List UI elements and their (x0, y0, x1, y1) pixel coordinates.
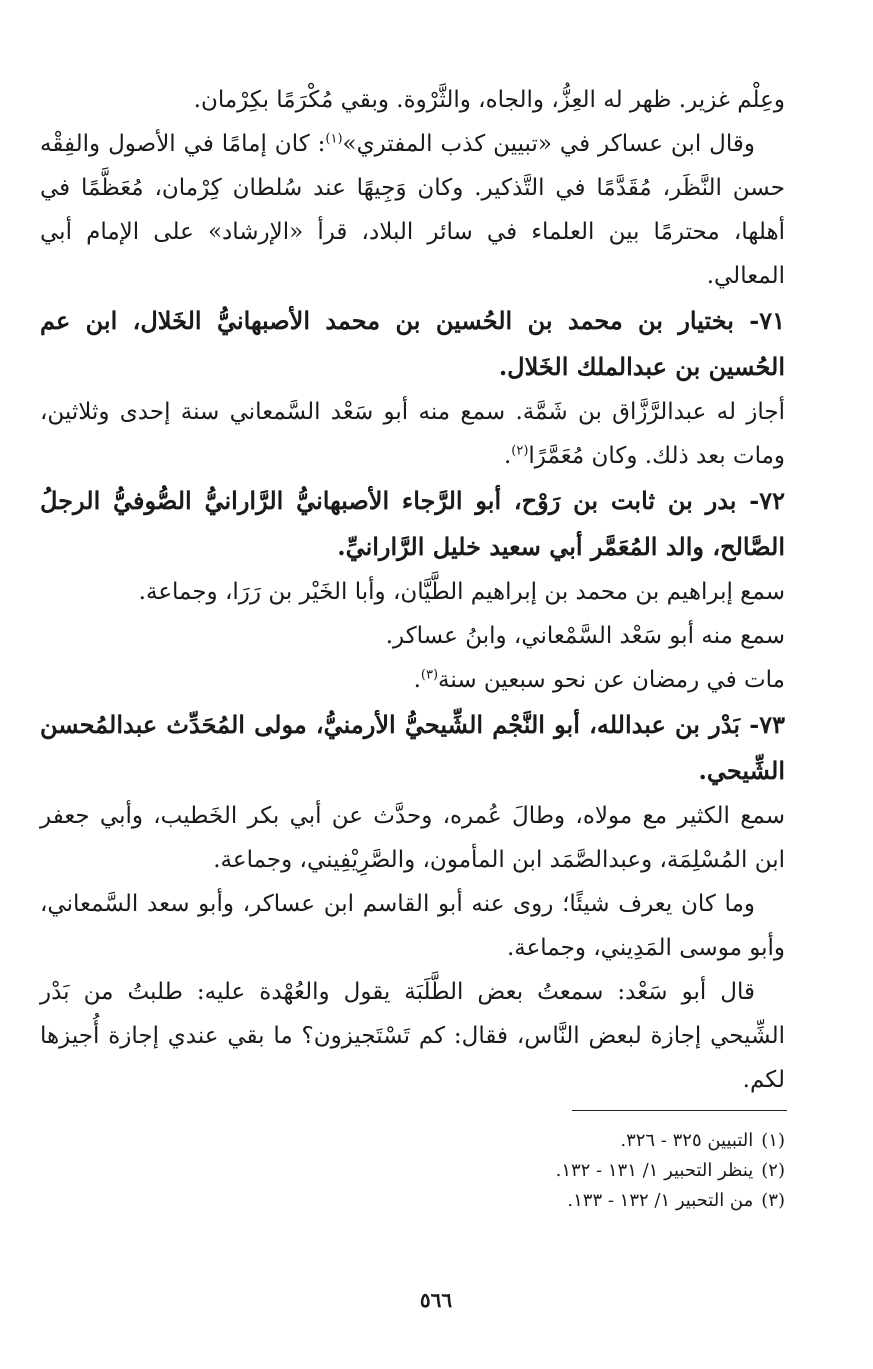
footnote-text: من التحبير ١/ ١٣٢ - ١٣٣. (567, 1190, 754, 1211)
paragraph: وما كان يعرف شيئًا؛ روى عنه أبو القاسم ابن عساكر، وأبو سعد السَّمعاني، وأبو موسى المَدِيني، وجماعة. (40, 891, 785, 961)
paragraph-text: : كان إمامًا في الأصول والفِقْه حسن النَّظَر، مُقَدَّمًا في التَّذكير. وكان وَجِيهًا عند سُلطان كِرْمان، مُعَظَّمًا في أهلها، محترمًا بين العلماء في سائر البلاد، قرأ «الإرشاد» على الإمام أبي المعالي. (40, 131, 785, 289)
footnote-ref[interactable]: (٣) (420, 667, 439, 683)
footnote-number: (١) (761, 1130, 785, 1151)
footnote (420, 1126, 785, 1156)
footnote-number: (٣) (761, 1190, 785, 1211)
footnote-text: ينظر التحبير ١/ ١٣١ - ١٣٢. (555, 1160, 754, 1181)
footnote-ref[interactable]: (١) (325, 131, 343, 147)
entry-heading: ٧٣- بَدْر بن عبدالله، أبو النَّجْم الشِّيحيُّ الأرمنيُّ، مولى المُحَدِّث عبدالمُحسن الشِّيحي. (40, 710, 785, 785)
footnotes (420, 1126, 785, 1216)
paragraph (40, 390, 785, 478)
paragraph-text: . (413, 667, 421, 693)
paragraph: وعِلْم غزير. ظهر له العِزُّ، والجاه، والثَّرْوة. وبقي مُكْرَمًا بكِرْمان. (193, 87, 785, 113)
footnote-divider (572, 1110, 787, 1111)
paragraph: سمع الكثير مع مولاه، وطالَ عُمره، وحدَّث عن أبي بكر الخَطيب، وأبي جعفر ابن المُسْلِمَة، وعبدالصَّمَد ابن المأمون، والصَّرِيْفِيني، وجماعة. (40, 803, 785, 873)
paragraph (40, 658, 785, 702)
paragraph-text: وقال ابن عساكر في «تبيين كذب المفتري» (342, 131, 755, 157)
paragraph-text: مات في رمضان عن نحو سبعين سنة (438, 667, 785, 693)
page-number: ٥٦٦ (419, 1288, 453, 1312)
footnote (420, 1156, 785, 1186)
paragraph (40, 122, 785, 298)
paragraph: قال أبو سَعْد: سمعتُ بعض الطَّلَبَة يقول والعُهْدة عليه: طلبتُ من بَدْر الشِّيحي إجازة لبعض النَّاس، فقال: كم تَسْتَجيزون؟ ما بقي عندي إجازة أُجيزها لكم. (40, 979, 786, 1093)
footnote-text: التبيين ٣٢٥ - ٣٢٦. (620, 1130, 754, 1151)
paragraph-text: . (503, 443, 512, 469)
footnote-ref[interactable]: (٢) (511, 443, 529, 459)
footnote (420, 1186, 785, 1216)
entry-heading: ٧١- بختيار بن محمد بن الحُسين بن محمد الأصبهانيُّ الخَلال، ابن عم الحُسين بن عبدالملك الخَلال. (40, 306, 785, 381)
paragraph-text: أجاز له عبدالرَّزَّاق بن شَمَّة. سمع منه أبو سَعْد السَّمعاني سنة إحدى وثلاثين، ومات بعد ذلك. وكان مُعَمَّرًا (40, 399, 785, 469)
paragraph: سمع منه أبو سَعْد السَّمْعاني، وابنُ عساكر. (385, 623, 785, 649)
footnote-number: (٢) (761, 1160, 785, 1181)
entry-heading: ٧٢- بدر بن ثابت بن رَوْح، أبو الرَّجاء الأصبهانيُّ الرَّارانيُّ الصُّوفيُّ الرجلُ الصَّالح، والد المُعَمَّر أبي سعيد خليل الرَّارانيِّ. (40, 486, 785, 561)
paragraph: سمع إبراهيم بن محمد بن إبراهيم الطَّيَّان، وأبا الخَيْر بن رَرَا، وجماعة. (138, 579, 785, 605)
page-body (40, 78, 785, 1102)
